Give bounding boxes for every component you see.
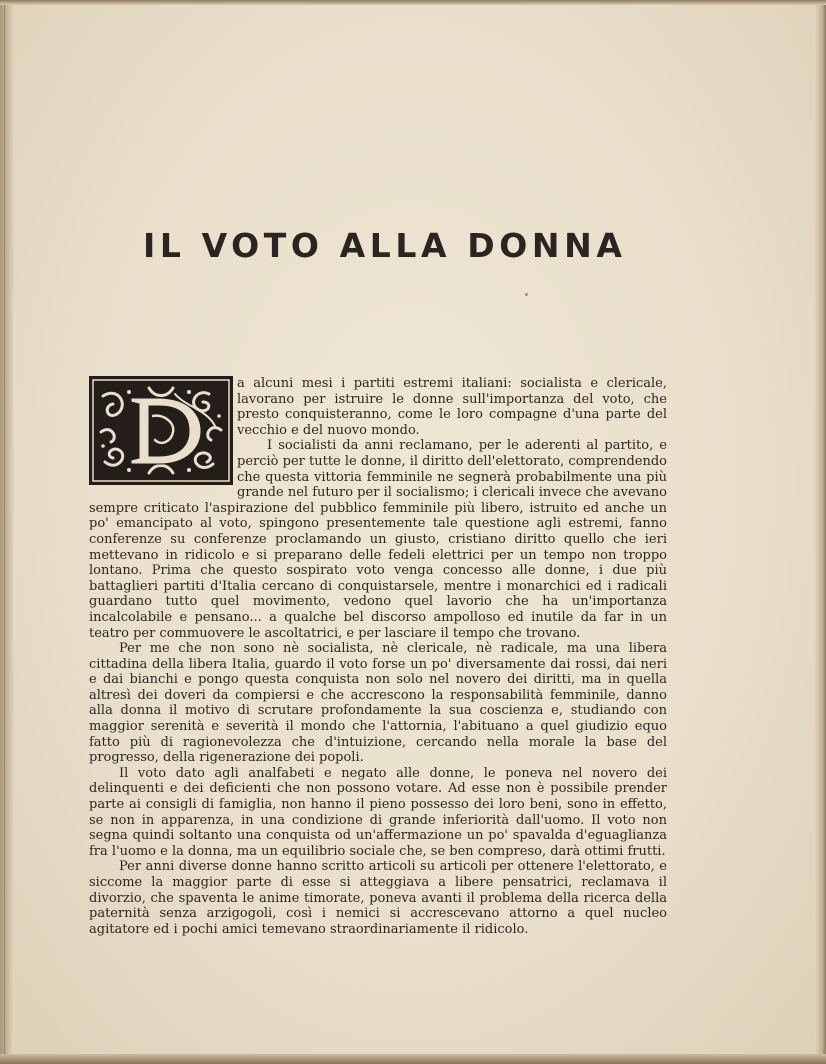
first-paragraph-text: a alcuni mesi i partiti estremi italiani: socialista e clericale, lavorano per istruire le donne sull'importanza del voto, che presto conquisteranno, come le loro compagne d'una parte del vecchio e del nuovo mondo. (237, 376, 667, 438)
page-bottom-edge (0, 1054, 826, 1064)
page-binding-edge (0, 0, 14, 1064)
paragraph-il-voto: Il voto dato agli analfabeti e negato alle donne, le poneva nel novero dei delinquenti e dei deficienti che non possono votare. Ad esse non è possibile prender parte ai consigli di famiglia, non hanno il pieno possesso dei loro beni, sono in effetto, se non in apparenza, in una condizione di grande inferiorità dall'uomo. Il voto non segna quindi soltanto una conquista od un'affermazione un po' spavalda d'eguaglianza fra l'uomo e la donna, ma un equilibrio sociale che, se ben compreso, darà ottimi frutti. (89, 765, 667, 859)
article-body (89, 376, 667, 937)
paragraph-socialisti: I socialisti da anni reclamano, per le aderenti al partito, e perciò per tutte le donne, il diritto dell'elettorato, comprendendo che questa vittoria femminile ne segnerà probabilmente una più grande nel futuro per il socialismo; i clericali invece che avevano sempre criticato l'aspirazione del pubblico femminile più libero, istruito ed anche un po' emancipato al voto, spingono presentemente tale questione agli estremi, fanno conferenze su conferenze proclamando un giusto, cristiano diritto quello che ieri mettevano in ridicolo e si preparano delle fedeli elettrici per un tempo non troppo lontano. Prima che questo sospirato voto venga concesso alle donne, i due più battaglieri partiti d'Italia cercano di conquistarsele, mentre i monarchici ed i radicali guardano tutto quel movimento, vedono quel lavorio che ha un'importanza incalcolabile e pensano... a qualche bel discorso ampolloso ed inutile da far in un teatro per commuovere le ascoltatrici, e per lasciare il tempo che trovano. (89, 438, 667, 641)
paragraph-per-me: Per me che non sono nè socialista, nè clericale, nè radicale, ma una libera cittadina della libera Italia, guardo il voto forse un po' diversamente dai rossi, dai neri e dai bianchi e pongo questa conquista non solo nel novero dei diritti, ma in quella altresì dei doveri da compiersi e che accrescono la responsabilità femminile, danno alla donna il motivo di scrutare profondamente la sua coscienza e, studiando con maggior serenità e severità il mondo che l'attornia, l'abituano a quel giudizio equo fatto più di ragionevolezza che d'intuizione, cercando nella morale la base del progresso, della rigenerazione dei popoli. (89, 641, 667, 766)
ornamental-drop-cap (89, 376, 233, 485)
paper-speck (525, 293, 528, 296)
page-top-edge (0, 0, 826, 5)
paragraph-per-anni: Per anni diverse donne hanno scritto articoli su articoli per ottenere l'elettorato, e siccome la maggior parte di esse si atteggiava a libere pensatrici, reclamava il divorzio, che spaventa le anime timorate, poneva avanti il problema della ricerca della paternità senza arzigogoli, così i nemici si accrescevano attorno a quel nucleo agitatore ed i pochi amici temevano straordinariamente il ridicolo. (89, 859, 667, 937)
page-right-edge (814, 0, 826, 1064)
first-paragraph (89, 376, 667, 438)
article-title: IL VOTO ALLA DONNA (143, 226, 627, 265)
